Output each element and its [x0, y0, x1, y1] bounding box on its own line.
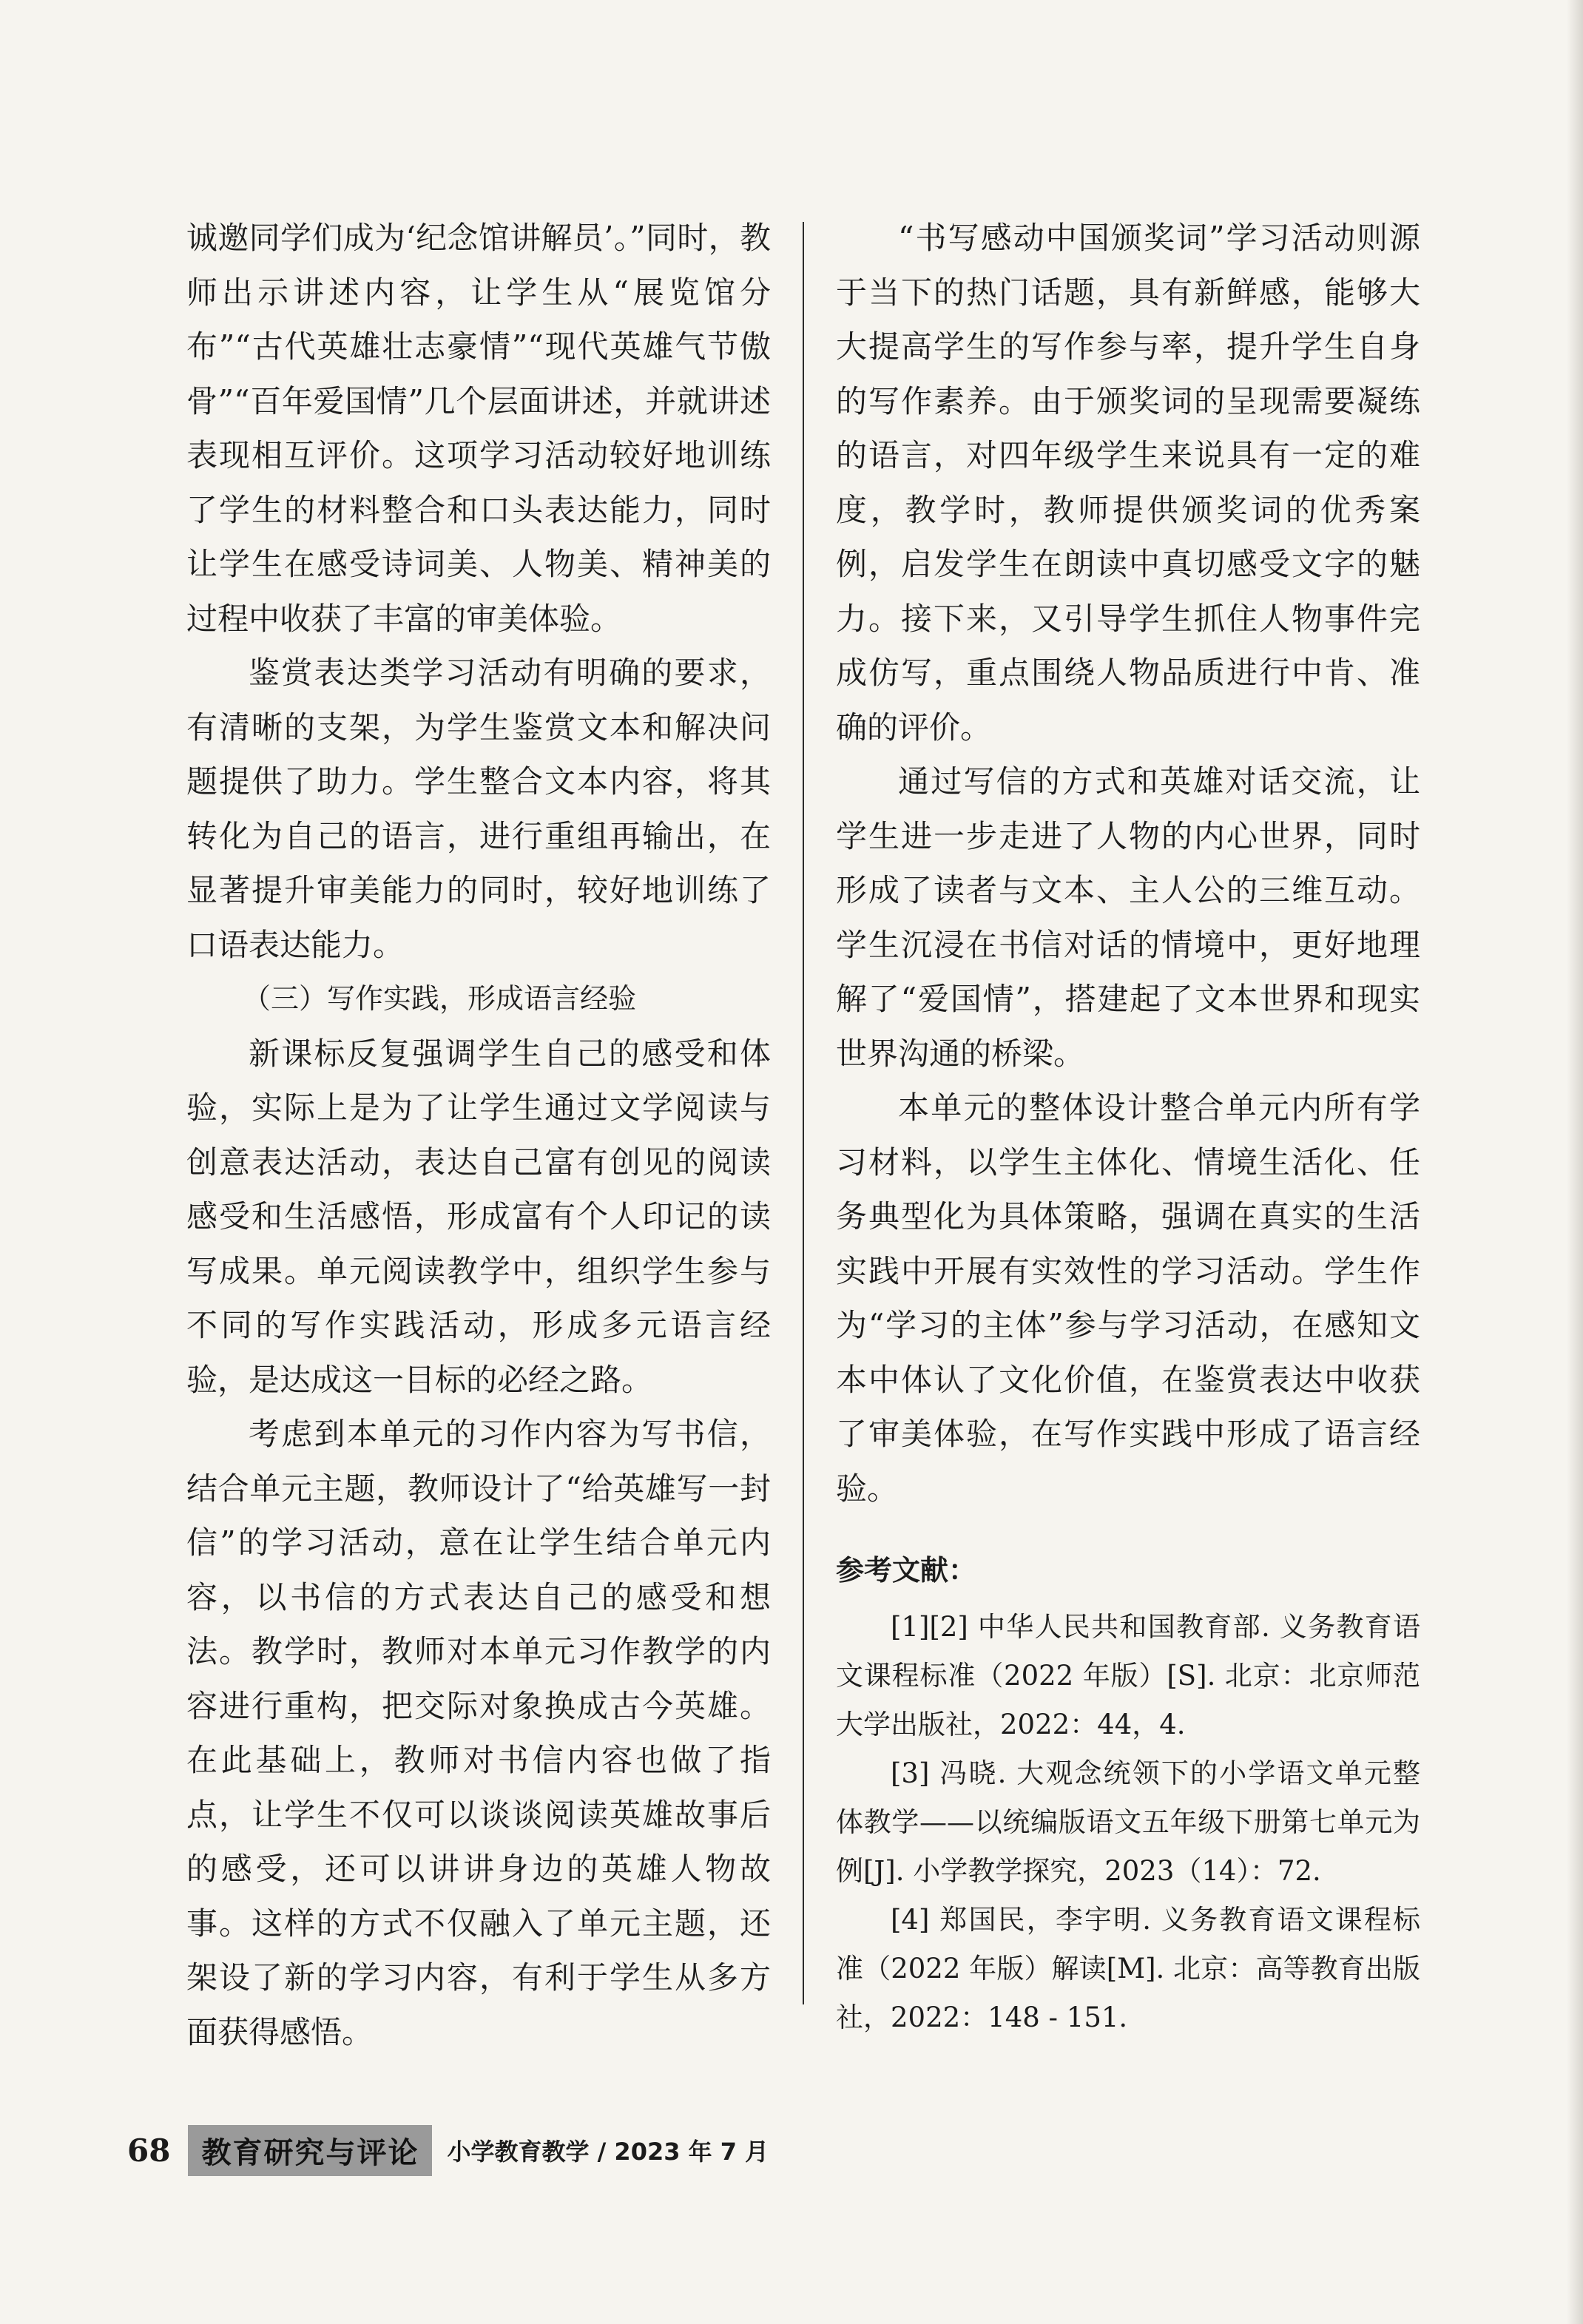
paragraph: 本单元的整体设计整合单元内所有学习材料，以学生主体化、情境生活化、任务典型化为具体策略，强调在真实的生活实践中开展有实效性的学习活动。学生作为“学习的主体”参与学习活动，在感知文本中体认了文化价值，在鉴赏表达中收获了审美体验，在写作实践中形成了语言经验。 [836, 1090, 1420, 1507]
page-edge-shadow [1567, 0, 1583, 2324]
references-section [836, 1544, 1420, 2042]
page-footer [127, 2124, 769, 2176]
reference-item: [1][2] 中华人民共和国教育部. 义务教育语文课程标准（2022 年版）[S]. 北京：北京师范大学出版社，2022：44，4. [836, 1610, 1420, 1740]
page-number: 68 [127, 2132, 171, 2169]
references-title: 参考文献： [836, 1554, 977, 1587]
issue-info: 小学教育教学 / 2023 年 7 月 [447, 2138, 769, 2166]
right-column [836, 211, 1420, 2042]
section-subheading: （三）写作实践，形成语言经验 [243, 982, 637, 1015]
paragraph: 通过写信的方式和英雄对话交流，让学生进一步走进了人物的内心世界，同时形成了读者与文本、主人公的三维互动。学生沉浸在书信对话的情境中，更好地理解了“爱国情”，搭建起了文本世界和现实世界沟通的桥梁。 [836, 763, 1420, 1072]
paragraph: 新课标反复强调学生自己的感受和体验，实际上是为了让学生通过文学阅读与创意表达活动，表达自己富有创见的阅读感受和生活感悟，形成富有个人印记的读写成果。单元阅读教学中，组织学生参与不同的写作实践活动，形成多元语言经验，是达成这一目标的必经之路。 [186, 1035, 771, 1398]
journal-section-label: 教育研究与评论 [188, 2125, 432, 2176]
paragraph: 考虑到本单元的习作内容为写书信，结合单元主题，教师设计了“给英雄写一封信”的学习活动，意在让学生结合单元内容，以书信的方式表达自己的感受和想法。教学时，教师对本单元习作教学的内容进行重构，把交际对象换成古今英雄。在此基础上，教师对书信内容也做了指点，让学生不仅可以谈谈阅读英雄故事后的感受，还可以讲讲身边的英雄人物故事。这样的方式不仅融入了单元主题，还架设了新的学习内容，有利于学生从多方面获得感悟。 [186, 1416, 771, 2050]
paragraph-continued: 诚邀同学们成为‘纪念馆讲解员’。”同时，教师出示讲述内容，让学生从“展览馆分布”“古代英雄壮志豪情”“现代英雄气节傲骨”“百年爱国情”几个层面讲述，并就讲述表现相互评价。这项学习活动较好地训练了学生的材料整合和口头表达能力，同时让学生在感受诗词美、人物美、精神美的过程中收获了丰富的审美体验。 [186, 220, 771, 637]
reference-item: [4] 郑国民，李宇明. 义务教育语文课程标准（2022 年版）解读[M]. 北京：高等教育出版社，2022：148 - 151. [836, 1903, 1420, 2033]
reference-item: [3] 冯晓. 大观念统领下的小学语文单元整体教学——以统编版语文五年级下册第七单元为例[J]. 小学教学探究，2023（14）：72. [836, 1757, 1420, 1887]
paragraph: 鉴赏表达类学习活动有明确的要求，有清晰的支架，为学生鉴赏文本和解决问题提供了助力。学生整合文本内容，将其转化为自己的语言，进行重组再输出，在显著提升审美能力的同时，较好地训练了口语表达能力。 [186, 655, 771, 963]
column-divider [803, 222, 804, 2004]
left-column [186, 211, 771, 2059]
paragraph: “书写感动中国颁奖词”学习活动则源于当下的热门话题，具有新鲜感，能够大大提高学生的写作参与率，提升学生自身的写作素养。由于颁奖词的呈现需要凝练的语言，对四年级学生来说具有一定的难度，教学时，教师提供颁奖词的优秀案例，启发学生在朗读中真切感受文字的魅力。接下来，又引导学生抓住人物事件完成仿写，重点围绕人物品质进行中肯、准确的评价。 [836, 220, 1420, 746]
